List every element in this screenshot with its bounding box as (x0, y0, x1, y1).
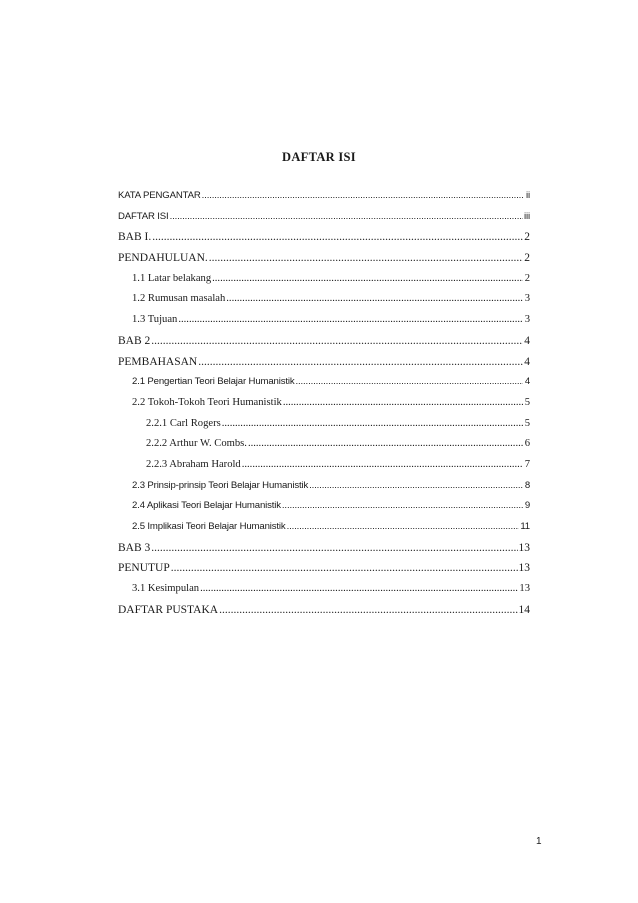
toc-dot-leader (309, 480, 523, 491)
toc-entry-title: KATA PENGANTAR (118, 190, 201, 201)
toc-dot-leader (248, 438, 523, 449)
toc-dot-leader (200, 583, 518, 594)
toc-entry[interactable] (118, 500, 530, 521)
toc-entry[interactable] (118, 335, 530, 356)
toc-entry[interactable] (118, 604, 530, 625)
toc-entry-title: 1.3 Tujuan (132, 314, 178, 326)
toc-entry-page: 13 (519, 583, 530, 595)
toc-entry-title: BAB I. (118, 231, 152, 244)
toc-entry-title: 2.3 Prinsip-prinsip Teori Belajar Humanistik (132, 479, 309, 491)
toc-entry-title: DAFTAR PUSTAKA (118, 603, 219, 616)
toc-entry[interactable] (118, 190, 530, 211)
toc-entry-title: PEMBAHASAN (118, 355, 198, 368)
toc-entry-page: 3 (524, 314, 530, 326)
toc-dot-leader (151, 335, 523, 347)
toc-dot-leader (212, 273, 523, 284)
toc-entry-title: 2.2.3 Abraham Harold (146, 458, 241, 470)
toc-entry[interactable] (118, 376, 530, 397)
toc-entry-title: BAB 3 (118, 541, 151, 554)
toc-entry[interactable] (118, 562, 530, 583)
toc-dot-leader (170, 211, 523, 222)
toc-entry[interactable] (118, 293, 530, 314)
toc-entry[interactable] (118, 542, 530, 563)
toc-entry-page: 4 (524, 355, 530, 368)
toc-dot-leader (171, 562, 518, 574)
toc-entry[interactable] (118, 418, 530, 439)
toc-entry[interactable] (118, 252, 530, 273)
toc-entry-page: 2 (524, 272, 530, 284)
toc-entry-page: 4 (524, 376, 530, 388)
page-number: 1 (536, 836, 542, 847)
toc-entry-page: 9 (524, 500, 530, 512)
toc-entry-title: 1.2 Rumusan masalah (132, 293, 226, 305)
toc-entry-page: 2 (524, 252, 530, 265)
toc-entry[interactable] (118, 459, 530, 480)
toc-entry-page: 4 (524, 334, 530, 347)
toc-dot-leader (283, 397, 523, 408)
toc-entry-page: 5 (524, 396, 530, 408)
toc-entry-title: 3.1 Kesimpulan (132, 583, 200, 595)
toc-dot-leader (209, 252, 523, 264)
toc-dot-leader (152, 231, 523, 243)
toc-entry-page: 11 (520, 521, 530, 532)
table-of-contents (118, 190, 530, 624)
toc-dot-leader (242, 459, 523, 470)
toc-dot-leader (296, 376, 524, 387)
toc-entry-page: 7 (524, 458, 530, 470)
toc-entry-page: 14 (518, 603, 530, 616)
toc-entry-page: 13 (518, 562, 530, 575)
toc-entry-page: 13 (518, 541, 530, 554)
toc-entry-title: 2.2 Tokoh-Tokoh Teori Humanistik (132, 396, 282, 408)
toc-entry[interactable] (118, 521, 530, 542)
toc-entry-title: 2.5 Implikasi Teori Belajar Humanistik (132, 521, 286, 532)
toc-entry[interactable] (118, 314, 530, 335)
toc-entry[interactable] (118, 480, 530, 501)
toc-entry[interactable] (118, 397, 530, 418)
toc-entry-title: 1.1 Latar belakang (132, 272, 212, 284)
toc-entry-page: iii (524, 210, 530, 222)
toc-dot-leader (222, 418, 523, 429)
toc-entry-title: PENDAHULUAN. (118, 252, 208, 265)
toc-dot-leader (151, 542, 517, 554)
toc-entry-title: 2.1 Pengertian Teori Belajar Humanistik (132, 376, 295, 388)
toc-entry-page: 2 (524, 231, 530, 244)
toc-entry-page: 6 (524, 438, 530, 450)
toc-dot-leader (202, 190, 523, 201)
toc-entry-title: 2.4 Aplikasi Teori Belajar Humanistik (132, 500, 281, 512)
toc-entry[interactable] (118, 231, 530, 252)
toc-entry-page: 3 (524, 293, 530, 305)
toc-entry[interactable] (118, 583, 530, 604)
toc-entry[interactable] (118, 438, 530, 459)
toc-entry[interactable] (118, 356, 530, 377)
toc-dot-leader (219, 604, 517, 616)
toc-entry-title: PENUTUP (118, 562, 170, 575)
toc-entry-title: DAFTAR ISI (118, 210, 169, 222)
toc-entry-page: ii (526, 190, 530, 201)
toc-entry-page: 8 (524, 479, 530, 491)
toc-entry[interactable] (118, 273, 530, 294)
page-title: DAFTAR ISI (282, 150, 356, 164)
toc-entry-page: 5 (524, 417, 530, 429)
toc-dot-leader (226, 293, 523, 304)
toc-dot-leader (198, 356, 523, 368)
toc-dot-leader (282, 500, 523, 511)
toc-dot-leader (178, 314, 523, 325)
toc-entry-title: 2.2.2 Arthur W. Combs. (146, 438, 247, 450)
toc-entry-title: BAB 2 (118, 334, 151, 347)
toc-entry[interactable] (118, 211, 530, 232)
toc-dot-leader (287, 521, 520, 532)
toc-entry-title: 2.2.1 Carl Rogers (146, 417, 221, 429)
